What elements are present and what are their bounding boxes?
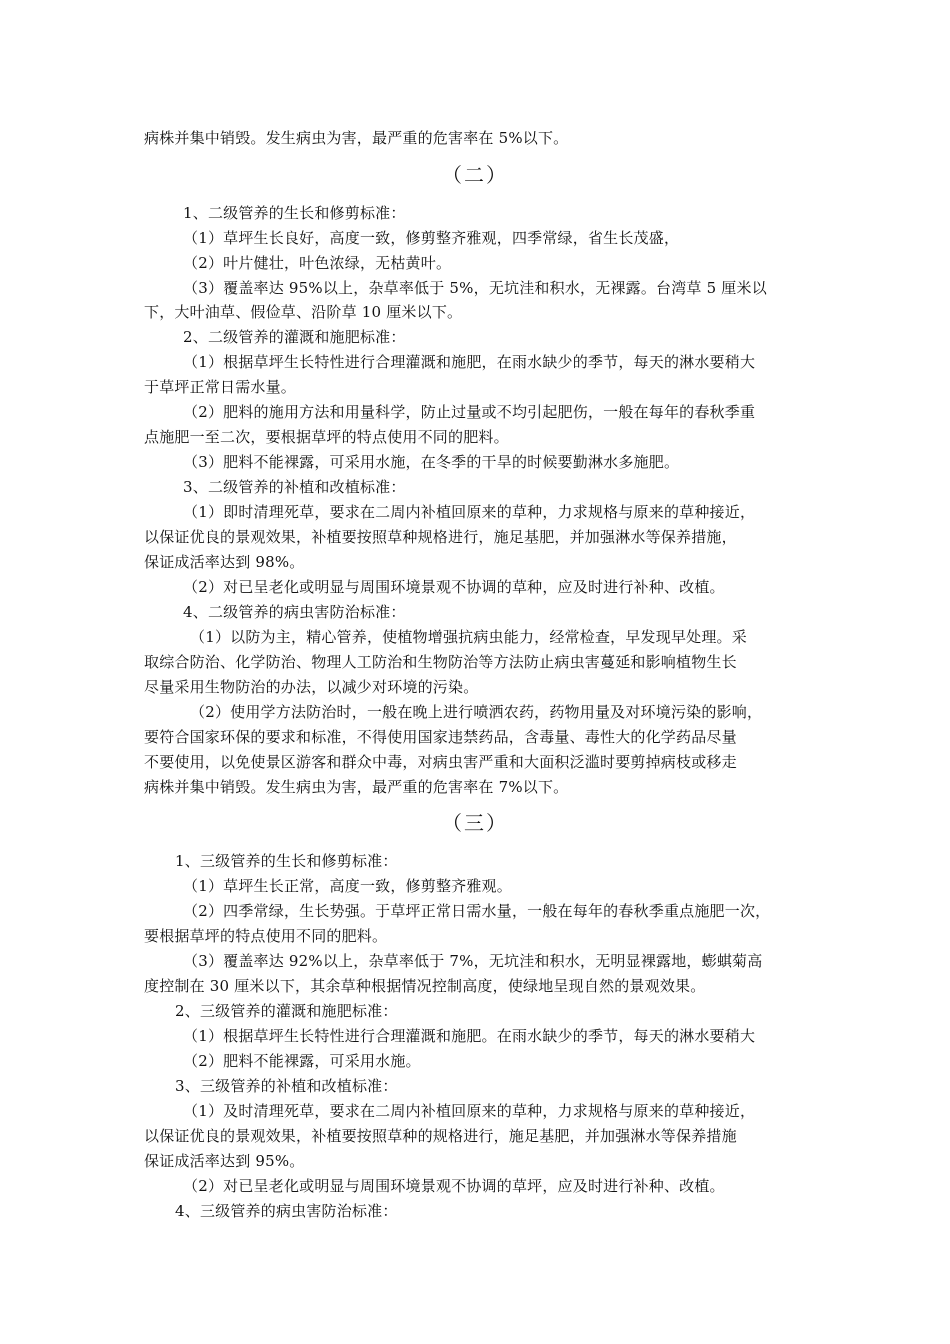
- paragraph-line: （2）肥料不能裸露，可采用水施。: [183, 1052, 421, 1070]
- paragraph-line: 以保证优良的景观效果，补植要按照草种规格进行，施足基肥，并加强淋水等保养措施，: [144, 528, 737, 546]
- paragraph-line: 点施肥一至二次，要根据草坪的特点使用不同的肥料。: [144, 428, 509, 446]
- paragraph-line: 下，大叶油草、假俭草、沿阶草 10 厘米以下。: [144, 303, 463, 321]
- clause-heading: 2、三级管养的灌溉和施肥标准：: [175, 1002, 398, 1020]
- section-heading-3: （三）: [442, 811, 508, 835]
- paragraph-line: （2）肥料的施用方法和用量科学，防止过量或不均引起肥伤，一般在每年的春秋季重: [183, 403, 756, 421]
- paragraph-line: 病株并集中销毁。发生病虫为害，最严重的危害率在 5%以下。: [144, 129, 569, 147]
- paragraph-line: （3）覆盖率达 92%以上，杂草率低于 7%，无坑洼和积水，无明显裸露地，蟛蜞菊高: [183, 952, 763, 970]
- section-heading-2: （二）: [442, 163, 508, 187]
- paragraph-line: 不要使用，以免使景区游客和群众中毒，对病虫害严重和大面积泛滥时要剪掉病枝或移走: [144, 753, 737, 771]
- paragraph-line: （1）草坪生长正常，高度一致，修剪整齐雅观。: [183, 877, 512, 895]
- clause-heading: 1、三级管养的生长和修剪标准：: [175, 852, 398, 870]
- paragraph-line: （2）四季常绿，生长势强。于草坪正常日需水量，一般在每年的春秋季重点施肥一次，: [183, 902, 771, 920]
- paragraph-line: （2）叶片健壮，叶色浓绿，无枯黄叶。: [183, 254, 452, 272]
- paragraph-line: 保证成活率达到 98%。: [144, 553, 305, 571]
- paragraph-line: 度控制在 30 厘米以下，其余草种根据情况控制高度，使绿地呈现自然的景观效果。: [144, 977, 706, 995]
- paragraph-line: （1）草坪生长良好，高度一致，修剪整齐雅观，四季常绿，省生长茂盛，: [183, 229, 680, 247]
- clause-heading: 4、三级管养的病虫害防治标准：: [175, 1202, 398, 1220]
- paragraph-line: 以保证优良的景观效果，补植要按照草种的规格进行，施足基肥，并加强淋水等保养措施: [144, 1127, 737, 1145]
- paragraph-line: 尽量采用生物防治的办法，以减少对环境的污染。: [144, 678, 479, 696]
- clause-heading: 2、二级管养的灌溉和施肥标准：: [183, 328, 406, 346]
- paragraph-line: （1）即时清理死草，要求在二周内补植回原来的草种，力求规格与原来的草种接近，: [183, 503, 756, 521]
- clause-heading: 1、二级管养的生长和修剪标准：: [183, 204, 406, 222]
- paragraph-line: 要根据草坪的特点使用不同的肥料。: [144, 927, 388, 945]
- clause-heading: 3、三级管养的补植和改植标准：: [175, 1077, 398, 1095]
- paragraph-line: （1）根据草坪生长特性进行合理灌溉和施肥。在雨水缺少的季节，每天的淋水要稍大: [183, 1027, 756, 1045]
- paragraph-line: （1）以防为主，精心管养，使植物增强抗病虫能力，经常检查，早发现早处理。采: [190, 628, 747, 646]
- paragraph-line: 要符合国家环保的要求和标准，不得使用国家违禁药品，含毒量、毒性大的化学药品尽量: [144, 728, 737, 746]
- paragraph-line: 保证成活率达到 95%。: [144, 1152, 305, 1170]
- clause-heading: 3、二级管养的补植和改植标准：: [183, 478, 406, 496]
- paragraph-line: 于草坪正常日需水量。: [144, 378, 297, 396]
- paragraph-line: （3）肥料不能裸露，可采用水施，在冬季的干旱的时候要勤淋水多施肥。: [183, 453, 680, 471]
- paragraph-line: （2）使用学方法防治时，一般在晚上进行喷洒农药，药物用量及对环境污染的影响，: [190, 703, 763, 721]
- paragraph-line: （2）对已呈老化或明显与周围环境景观不协调的草种，应及时进行补种、改植。: [183, 578, 725, 596]
- paragraph-line: （1）及时清理死草，要求在二周内补植回原来的草种，力求规格与原来的草种接近，: [183, 1102, 756, 1120]
- paragraph-line: （1）根据草坪生长特性进行合理灌溉和施肥，在雨水缺少的季节，每天的淋水要稍大: [183, 353, 756, 371]
- clause-heading: 4、二级管养的病虫害防治标准：: [183, 603, 406, 621]
- paragraph-line: 病株并集中销毁。发生病虫为害，最严重的危害率在 7%以下。: [144, 778, 569, 796]
- paragraph-line: （2）对已呈老化或明显与周围环境景观不协调的草坪，应及时进行补种、改植。: [183, 1177, 725, 1195]
- paragraph-line: （3）覆盖率达 95%以上，杂草率低于 5%，无坑洼和积水，无裸露。台湾草 5 厘米以: [183, 279, 767, 297]
- paragraph-line: 取综合防治、化学防治、物理人工防治和生物防治等方法防止病虫害蔓延和影响植物生长: [144, 653, 737, 671]
